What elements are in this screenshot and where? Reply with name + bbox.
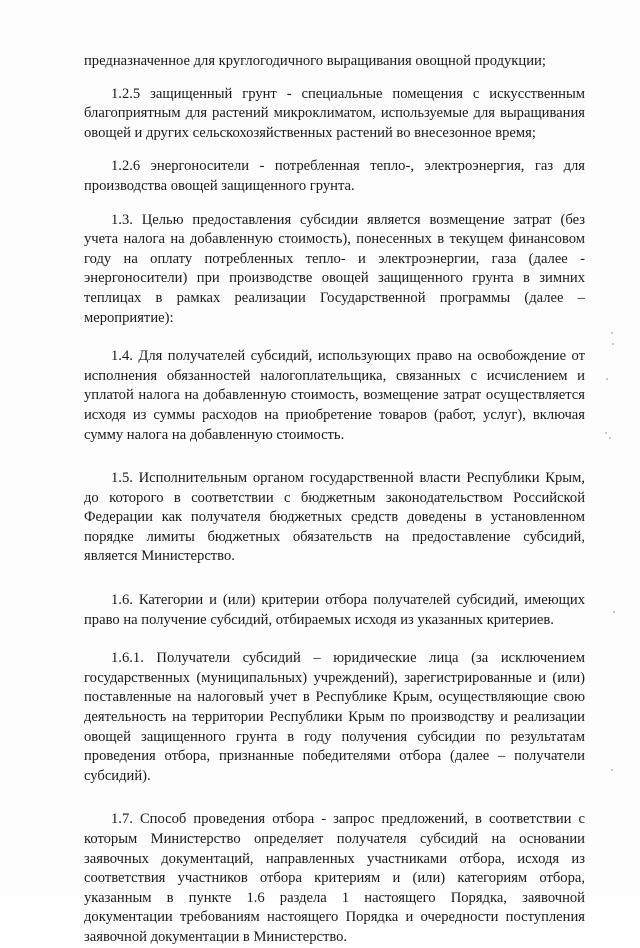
paragraph-1-5: 1.5. Исполнительным органом государственной власти Республики Крым, до которого в соответствии с бюджетным законодательством Российской Федерации как получателя бюджетных средств доведены в установленном порядке лимиты бюджетных обязательств на предоставление субсидий, является Министерство.	[84, 470, 585, 565]
scan-speck	[605, 432, 607, 434]
paragraph-1-6: 1.6. Категории и (или) критерии отбора получателей субсидий, имеющих право на получение субсидий, отбираемых исходя из указанных критериев.	[84, 592, 585, 628]
paragraph-1-2-5: 1.2.5 защищенный грунт - специальные помещения с искусственным благоприятным для растений микроклиматом, используемые для выращивания овощей и других сельскохозяйственных растений во внесезонное время;	[84, 85, 585, 141]
paragraph-intro-continuation: предназначенное для круглогодичного выращивания овощной продукции;	[84, 53, 546, 69]
paragraph-1-4: 1.4. Для получателей субсидий, использующих право на освобождение от исполнения обязанностей налогоплательщика, связанных с исчислением и уплатой налога на добавленную стоимость, возмещение затрат осуществляется исходя из суммы расходов на приобретение товаров (работ, услуг), включая сумму налога на добавленную стоимость.	[84, 348, 585, 443]
scan-speck	[611, 332, 613, 334]
paragraph-1-6-1: 1.6.1. Получатели субсидий – юридические лица (за исключением государственных (муниципальных) учреждений), зарегистрированные и (или) поставленные на налоговый учет в Республике Крым, осуществляющие свою деятельность на территории Республики Крым по производству и реализации овощей защищенного грунта в году получения субсидии по результатам проведения отбора, признанные победителями отбора (далее – получатели субсидий).	[84, 650, 585, 784]
scan-speck	[613, 611, 615, 613]
scan-speck	[609, 437, 611, 439]
paragraph-1-7: 1.7. Способ проведения отбора - запрос предложений, в соответствии с которым Министерство определяет получателя субсидий на основании заявочных документаций, направленных участниками отбора, исходя из соответствия участников отбора критериям и (или) категориям отбора, указанным в пункте 1.6 раздела 1 настоящего Порядка, заявочной документации требованиям настоящего Порядка и очередности поступления заявочной документации в Министерство.	[84, 811, 585, 945]
scan-speck	[606, 378, 608, 380]
scan-speck	[611, 769, 613, 771]
document-body	[84, 52, 585, 948]
paragraph-1-3: 1.3. Целью предоставления субсидии является возмещение затрат (без учета налога на добавленную стоимость), понесенных в текущем финансовом году на оплату потребленных тепло- и электроэнергии, газа (далее - энергоносители) при производстве овощей защищенного грунта в зимних теплицах в рамках реализации Государственной программы (далее – мероприятие):	[84, 211, 585, 326]
scan-speck	[612, 343, 614, 345]
paragraph-1-2-6: 1.2.6 энергоносители - потребленная тепло-, электроэнергия, газ для производства овощей защищенного грунта.	[84, 158, 585, 194]
